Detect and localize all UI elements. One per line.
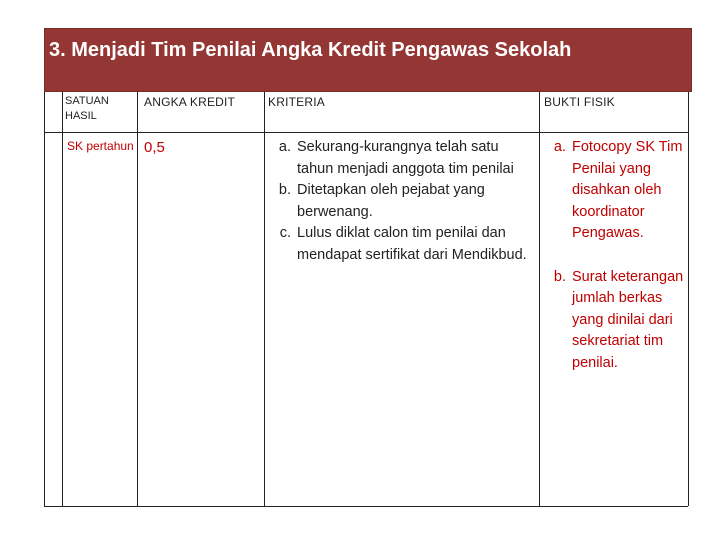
kriteria-item: b. Ditetapkan oleh pejabat yang berwenang. (295, 180, 537, 223)
kriteria-item: c. Lulus diklat calon tim penilai dan mendapat sertifikat dari Mendikbud. (295, 223, 537, 266)
criteria-table (44, 92, 688, 507)
column-header-satuan-hasil: SATUAN HASIL (65, 95, 109, 122)
column-divider (62, 92, 63, 506)
column-divider (137, 92, 138, 506)
bukti-fisik-list (542, 137, 687, 374)
column-divider (264, 92, 265, 506)
slide-title-bar (44, 28, 692, 92)
bukti-fisik-item: a. Fotocopy SK Tim Penilai yang disahkan oleh koordinator Pengawas. (570, 137, 687, 245)
satuan-hasil-value: SK pertahun (67, 139, 134, 153)
kriteria-list-cell (267, 137, 537, 266)
column-divider (688, 92, 689, 506)
kriteria-list (267, 137, 537, 266)
bukti-fisik-item: b. Surat keterangan jumlah berkas yang dinilai dari sekretariat tim penilai. (570, 267, 687, 375)
bukti-fisik-list-cell (542, 137, 687, 374)
column-header-angka-kredit: ANGKA KREDIT (144, 95, 236, 109)
kriteria-item: a. Sekurang-kurangnya telah satu tahun menjadi anggota tim penilai (295, 137, 537, 180)
column-header-bukti-fisik: BUKTI FISIK (544, 95, 615, 109)
column-divider (539, 92, 540, 506)
header-row-divider (45, 132, 688, 133)
angka-kredit-value: 0,5 (144, 139, 165, 156)
column-header-kriteria: KRITERIA (268, 95, 325, 109)
slide-title: 3. Menjadi Tim Penilai Angka Kredit Pengawas Sekolah (49, 39, 572, 61)
